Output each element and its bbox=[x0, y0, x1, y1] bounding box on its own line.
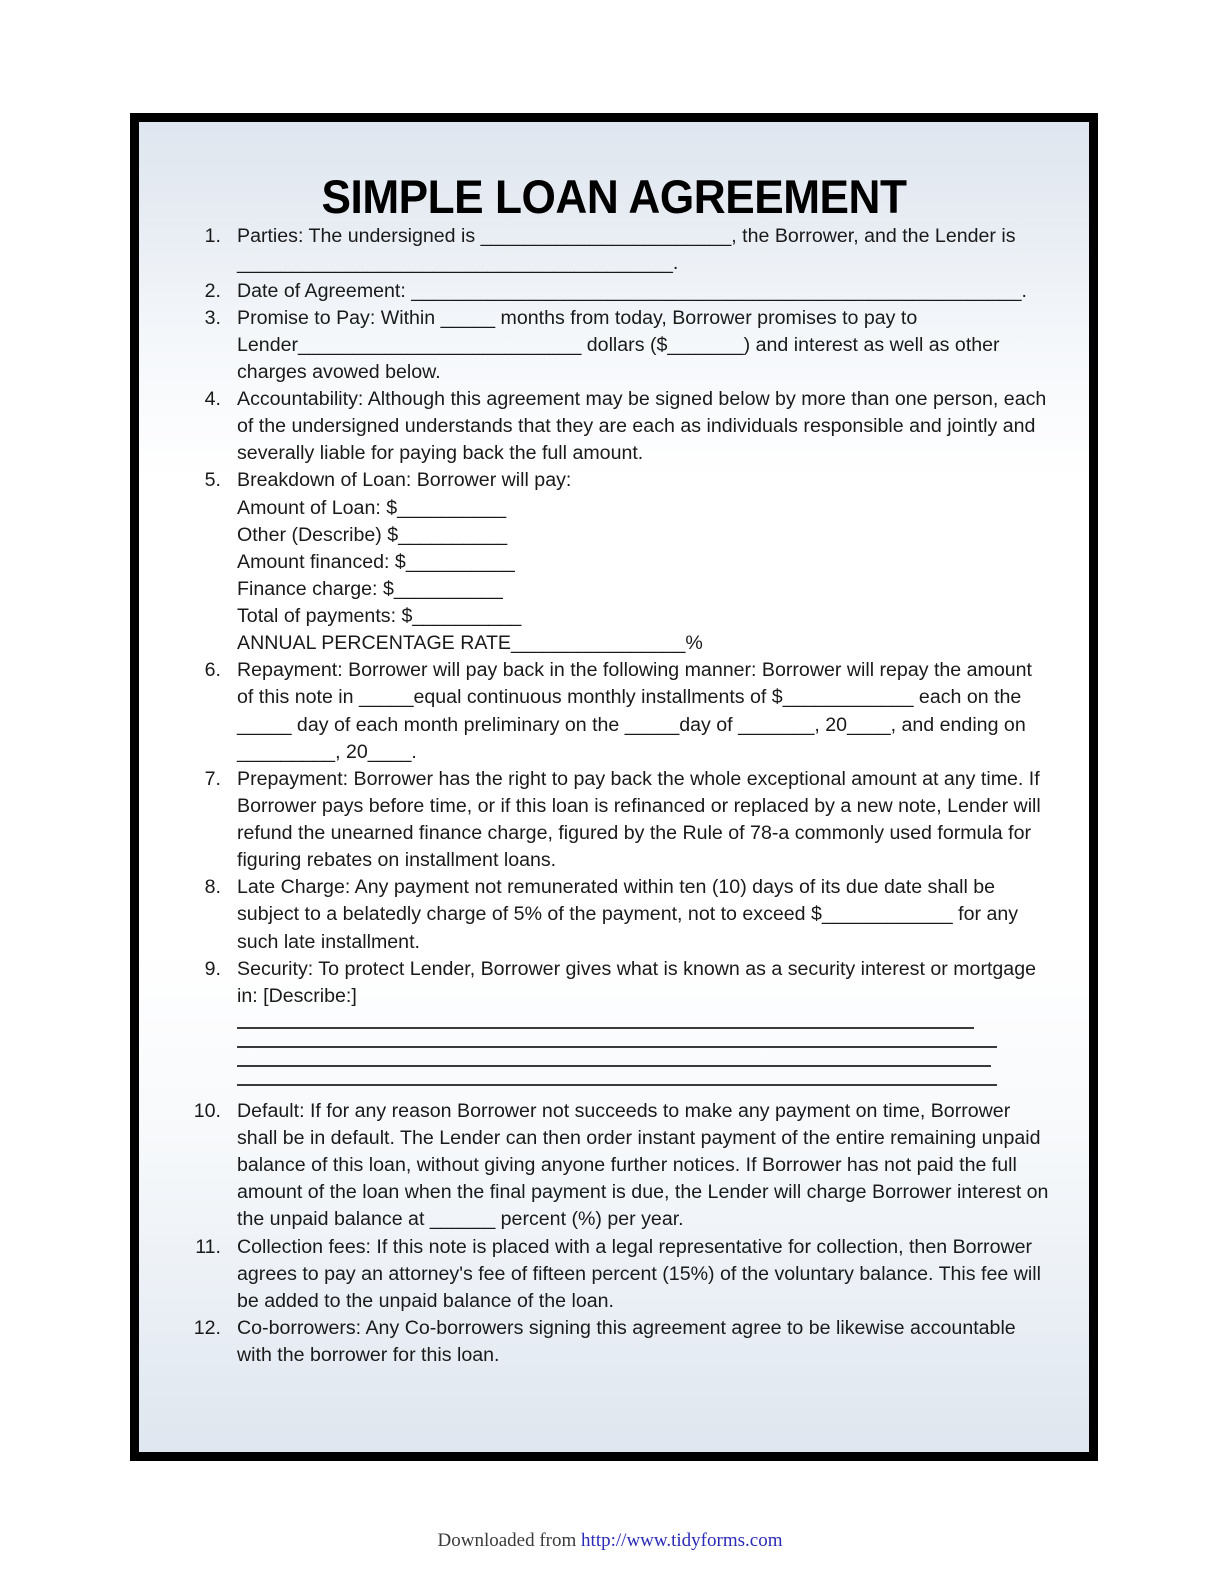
clause-repayment bbox=[139, 657, 1051, 766]
breakdown-amount-financed: Amount financed: $__________ bbox=[237, 550, 515, 573]
clause-number: 1. bbox=[204, 225, 221, 248]
clause-prepayment bbox=[139, 766, 1051, 875]
clause-text: Late Charge: Any payment not remunerated within ten (10) days of its due date shall be subject to a belatedly charge of 5% of the payment, not to exceed $____________ for any such late installment. bbox=[237, 876, 1019, 953]
clause-number: 5. bbox=[204, 469, 221, 492]
clause-text: Date of Agreement: ________________________________________________________. bbox=[237, 279, 1027, 302]
clause-date-of-agreement bbox=[139, 278, 1051, 305]
clause-accountability bbox=[139, 386, 1051, 467]
breakdown-annual-percentage-rate: ANNUAL PERCENTAGE RATE________________% bbox=[237, 632, 703, 655]
footer-prefix: Downloaded from bbox=[437, 1530, 582, 1551]
clause-late-charge bbox=[139, 874, 1051, 955]
clause-text: Collection fees: If this note is placed with a legal representative for collection, then Borrower agrees to pay an attorney's fee of fifteen percent (15%) of the voluntary balance. This fee will be added to the unpaid balance of the loan. bbox=[237, 1235, 1041, 1312]
clause-promise-to-pay bbox=[139, 305, 1051, 386]
security-blank-line-2[interactable] bbox=[237, 1046, 997, 1048]
clause-text: Security: To protect Lender, Borrower gives what is known as a security interest or mortgage in: [Describe:] bbox=[237, 957, 1036, 1007]
security-blank-line-3[interactable] bbox=[237, 1065, 991, 1067]
clause-number: 6. bbox=[204, 659, 221, 682]
breakdown-finance-charge: Finance charge: $__________ bbox=[237, 577, 503, 600]
clause-text: Default: If for any reason Borrower not succeeds to make any payment on time, Borrower shall be in default. The Lender can then order instant payment of the entire remaining unpaid balance of this loan, without giving anyone further notices. If Borrower has not paid the full amount of the loan when the final payment is due, the Lender will charge Borrower interest on the unpaid balance at ______ percent (%) per year. bbox=[237, 1099, 1049, 1231]
clause-text: Promise to Pay: Within _____ months from today, Borrower promises to pay to Lender__________________________ dollars ($_______) and interest as well as other charges avowed below. bbox=[237, 306, 1000, 383]
clause-number: 8. bbox=[204, 876, 221, 899]
clause-text: Repayment: Borrower will pay back in the following manner: Borrower will repay the amount of this note in _____equal continuous monthly installments of $____________ each on the _____ day of each month preliminary on the _____day of _______, 20____, and ending on _________, 20____. bbox=[237, 659, 1032, 763]
clause-list bbox=[139, 223, 1089, 1369]
clause-number: 11. bbox=[195, 1235, 221, 1258]
footer-url-link[interactable]: http://www.tidyforms.com bbox=[581, 1530, 783, 1551]
clause-number: 2. bbox=[204, 279, 221, 302]
clause-text: Breakdown of Loan: Borrower will pay: bbox=[237, 469, 572, 492]
clause-parties bbox=[139, 223, 1051, 277]
breakdown-other-describe: Other (Describe) $__________ bbox=[237, 523, 508, 546]
security-blank-line-1[interactable] bbox=[237, 1027, 974, 1029]
clause-breakdown-of-loan bbox=[139, 467, 1051, 657]
clause-number: 10. bbox=[193, 1099, 221, 1122]
security-write-in-area[interactable] bbox=[139, 1027, 1051, 1086]
clause-default bbox=[139, 1098, 1051, 1234]
clause-text: Co-borrowers: Any Co-borrowers signing this agreement agree to be likewise accountable with the borrower for this loan. bbox=[237, 1316, 1016, 1367]
clause-number: 3. bbox=[204, 306, 221, 329]
clause-number: 4. bbox=[204, 388, 221, 411]
clause-co-borrowers bbox=[139, 1315, 1051, 1369]
clause-number: 12. bbox=[193, 1316, 221, 1339]
breakdown-amount-of-loan: Amount of Loan: $__________ bbox=[237, 496, 507, 519]
clause-number: 9. bbox=[204, 957, 221, 980]
clause-text: Prepayment: Borrower has the right to pay back the whole exceptional amount at any time. If Borrower pays before time, or if this loan is refinanced or replaced by a new note, Lender will refund the unearned finance charge, figured by the Rule of 78-a commonly used formula for figuring rebates on installment loans. bbox=[237, 767, 1041, 872]
page-title: SIMPLE LOAN AGREEMENT bbox=[321, 170, 907, 223]
document-page bbox=[130, 113, 1098, 1461]
breakdown-total-of-payments: Total of payments: $__________ bbox=[237, 605, 522, 628]
clause-text: Accountability: Although this agreement may be signed below by more than one person, each of the undersigned understands that they are each as individuals responsible and jointly and severally liable for paying back the full amount. bbox=[237, 388, 1047, 465]
clause-number: 7. bbox=[204, 767, 221, 790]
footer-attribution bbox=[0, 1530, 1220, 1552]
clause-security bbox=[139, 956, 1051, 1010]
clause-text: Parties: The undersigned is _______________________, the Borrower, and the Lender is ________________________________________. bbox=[237, 225, 1016, 275]
clause-collection-fees bbox=[139, 1234, 1051, 1315]
spacer bbox=[139, 1086, 1051, 1098]
